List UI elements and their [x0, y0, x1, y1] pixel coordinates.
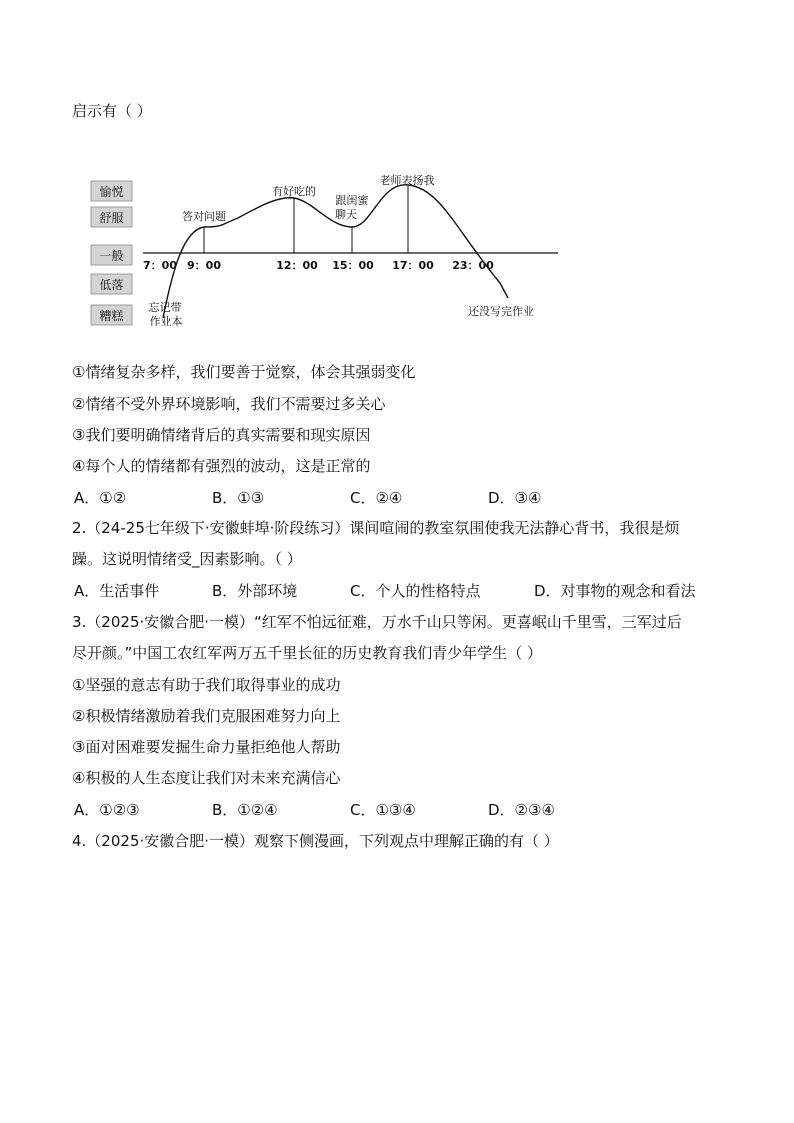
anno-7a: 忘记带 — [148, 301, 182, 314]
q1-statement-3: ③我们要明确情绪背后的真实需要和现实原因 — [72, 426, 371, 444]
anno-17: 老师表扬我 — [379, 174, 435, 187]
anno-7b: 作业本 — [149, 315, 183, 328]
mood-level-4: 低落 — [99, 278, 124, 292]
q1-option-a[interactable]: A．①② — [74, 489, 127, 507]
mood-level-2: 舒服 — [99, 211, 124, 225]
q2-stem-line-2: 躁。这说明情绪受_因素影响。（ ） — [72, 550, 302, 568]
q1-statement-1: ①情绪复杂多样，我们要善于觉察，体会其强弱变化 — [72, 363, 416, 381]
mood-chart — [88, 170, 558, 330]
q3-statement-3: ③面对困难要发掘生命力量拒绝他人帮助 — [72, 738, 341, 756]
q3-statement-4: ④积极的人生态度让我们对未来充满信心 — [72, 769, 341, 787]
q2-option-c[interactable]: C．个人的性格特点 — [350, 582, 481, 600]
q3-statement-1: ①坚强的意志有助于我们取得事业的成功 — [72, 676, 341, 694]
time-9: 9：00 — [187, 259, 221, 272]
mood-level-5: 糟糕 — [99, 309, 124, 323]
q1-option-d[interactable]: D．③④ — [488, 489, 542, 507]
q1-option-b[interactable]: B．①③ — [212, 489, 265, 507]
time-15: 15：00 — [332, 259, 374, 272]
q1-statement-4: ④每个人的情绪都有强烈的波动，这是正常的 — [72, 457, 371, 475]
mood-level-3: 一般 — [99, 249, 124, 263]
q3-stem-line-2: 尽开颜。”中国工农红军两万五千里长征的历史教育我们青少年学生（ ） — [72, 644, 543, 662]
time-23: 23：00 — [452, 259, 494, 272]
q2-stem-line-1: 2.（24-25七年级下·安徽蚌埠·阶段练习）课间喧闹的教室氛围使我无法静心背书，我很是烦 — [72, 519, 680, 537]
q3-option-d[interactable]: D．②③④ — [488, 801, 555, 819]
anno-9: 答对问题 — [182, 210, 226, 223]
anno-15b: 聊天 — [335, 208, 357, 221]
anno-12: 有好吃的 — [272, 185, 316, 198]
q3-option-b[interactable]: B．①②④ — [212, 801, 278, 819]
mood-level-boxes — [91, 181, 132, 325]
mood-level-1: 愉悦 — [99, 185, 124, 199]
anno-23: 还没写完作业 — [468, 305, 534, 318]
time-12: 12：00 — [276, 259, 318, 272]
q3-option-a[interactable]: A．①②③ — [74, 801, 140, 819]
q2-option-d[interactable]: D．对事物的观念和看法 — [534, 582, 696, 600]
time-7: 7：00 — [143, 259, 177, 272]
q1-stem-tail: 启示有（ ） — [72, 102, 152, 120]
q1-option-c[interactable]: C．②④ — [350, 489, 403, 507]
anno-15a: 跟闺蜜 — [335, 194, 369, 207]
q2-option-a[interactable]: A．生活事件 — [74, 582, 160, 600]
q3-statement-2: ②积极情绪激励着我们克服困难努力向上 — [72, 707, 341, 725]
q3-stem-line-1: 3.（2025·安徽合肥·一模）“红军不怕远征难，万水千山只等闲。更喜岷山千里雪，三军过后 — [72, 613, 682, 631]
q3-option-c[interactable]: C．①③④ — [350, 801, 416, 819]
q4-stem-line-1: 4.（2025·安徽合肥·一模）观察下侧漫画，下列观点中理解正确的有（ ） — [72, 832, 559, 850]
q2-option-b[interactable]: B．外部环境 — [212, 582, 298, 600]
time-17: 17：00 — [392, 259, 434, 272]
q1-statement-2: ②情绪不受外界环境影响，我们不需要过多关心 — [72, 395, 386, 413]
